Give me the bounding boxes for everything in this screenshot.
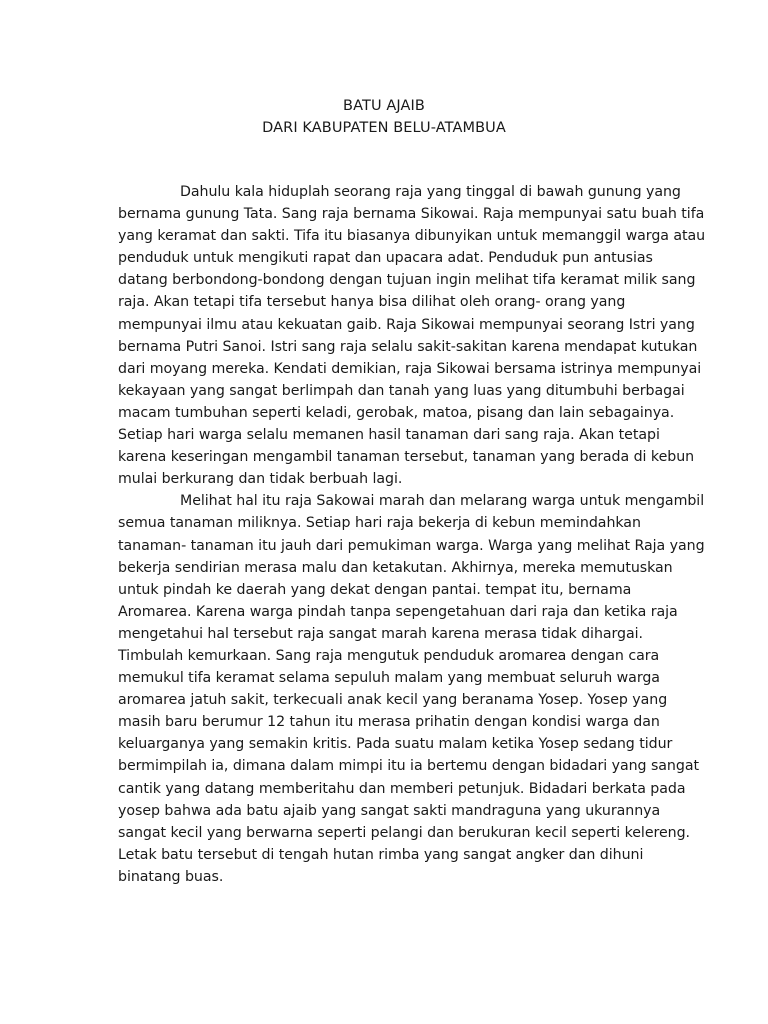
paragraph-line: mengetahui hal tersebut raja sangat marah karena merasa tidak dihargai. <box>118 625 644 642</box>
paragraph-line: Dahulu kala hiduplah seorang raja yang tinggal di bawah gunung yang <box>180 184 681 200</box>
paragraph-line: yang keramat dan sakti. Tifa itu biasanya dibunyikan untuk memanggil warga atau <box>118 228 706 245</box>
paragraph-line: memukul tifa keramat selama sepuluh malam yang membuat seluruh warga <box>118 670 660 687</box>
paragraph-1 <box>118 181 710 490</box>
paragraph-line: datang berbondong-bondong dengan tujuan ingin melihat tifa keramat milik sang <box>118 272 696 289</box>
title-line-1: BATU AJAIB <box>343 98 425 114</box>
paragraph-line: dari moyang mereka. Kendati demikian, raja Sikowai bersama istrinya mempunyai <box>118 360 702 377</box>
paragraph-line: Setiap hari warga selalu memanen hasil tanaman dari sang raja. Akan tetapi <box>118 427 660 444</box>
paragraph-2 <box>118 490 710 888</box>
paragraph-line: tanaman- tanaman itu jauh dari pemukiman warga. Warga yang melihat Raja yang <box>118 537 705 554</box>
paragraph-line: bermimpilah ia, dimana dalam mimpi itu ia bertemu dengan bidadari yang sangat <box>118 758 699 775</box>
paragraph-line: bekerja sendirian merasa malu dan ketakutan. Akhirnya, mereka memutuskan <box>118 559 673 576</box>
paragraph-line: bernama Putri Sanoi. Istri sang raja selalu sakit-sakitan karena mendapat kutukan <box>118 338 698 355</box>
paragraph-line: penduduk untuk mengikuti rapat dan upacara adat. Penduduk pun antusias <box>118 250 653 267</box>
paragraph-line: binatang buas. <box>118 868 224 885</box>
paragraph-line: semua tanaman miliknya. Setiap hari raja bekerja di kebun memindahkan <box>118 515 641 532</box>
paragraph-line: Aromarea. Karena warga pindah tanpa sepengetahuan dari raja dan ketika raja <box>118 603 678 620</box>
paragraph-line: untuk pindah ke daerah yang dekat dengan pantai. tempat itu, bernama <box>118 581 632 598</box>
paragraph-line: keluarganya yang semakin kritis. Pada suatu malam ketika Yosep sedang tidur <box>118 736 673 753</box>
paragraph-line: Letak batu tersebut di tengah hutan rimba yang sangat angker dan dihuni <box>118 846 644 863</box>
paragraph-line: bernama gunung Tata. Sang raja bernama Sikowai. Raja mempunyai satu buah tifa <box>118 206 705 223</box>
paragraph-line: karena keseringan mengambil tanaman tersebut, tanaman yang berada di kebun <box>118 449 695 466</box>
paragraph-line: cantik yang datang memberitahu dan memberi petunjuk. Bidadari berkata pada <box>118 780 686 797</box>
paragraph-line: aromarea jatuh sakit, terkecuali anak kecil yang beranama Yosep. Yosep yang <box>118 692 668 709</box>
title-line-2: DARI KABUPATEN BELU-ATAMBUA <box>262 120 506 136</box>
paragraph-line: kekayaan yang sangat berlimpah dan tanah yang luas yang ditumbuhi berbagai <box>118 382 685 399</box>
paragraph-line: Melihat hal itu raja Sakowai marah dan melarang warga untuk mengambil <box>180 493 705 510</box>
paragraph-line: macam tumbuhan seperti keladi, gerobak, matoa, pisang dan lain sebagainya. <box>118 404 675 421</box>
paragraph-line: mempunyai ilmu atau kekuatan gaib. Raja Sikowai mempunyai seorang Istri yang <box>118 316 695 333</box>
paragraph-line: sangat kecil yang berwarna seperti pelangi dan berukuran kecil seperti kelereng. <box>118 824 691 841</box>
document-body <box>118 181 710 888</box>
paragraph-line: raja. Akan tetapi tifa tersebut hanya bisa dilihat oleh orang- orang yang <box>118 294 626 311</box>
paragraph-line: yosep bahwa ada batu ajaib yang sangat sakti mandraguna yang ukurannya <box>118 802 661 819</box>
paragraph-line: Timbulah kemurkaan. Sang raja mengutuk penduduk aromarea dengan cara <box>118 647 660 664</box>
document-title <box>0 95 768 139</box>
paragraph-line: masih baru berumur 12 tahun itu merasa prihatin dengan kondisi warga dan <box>118 714 660 731</box>
paragraph-line: mulai berkurang dan tidak berbuah lagi. <box>118 471 403 488</box>
